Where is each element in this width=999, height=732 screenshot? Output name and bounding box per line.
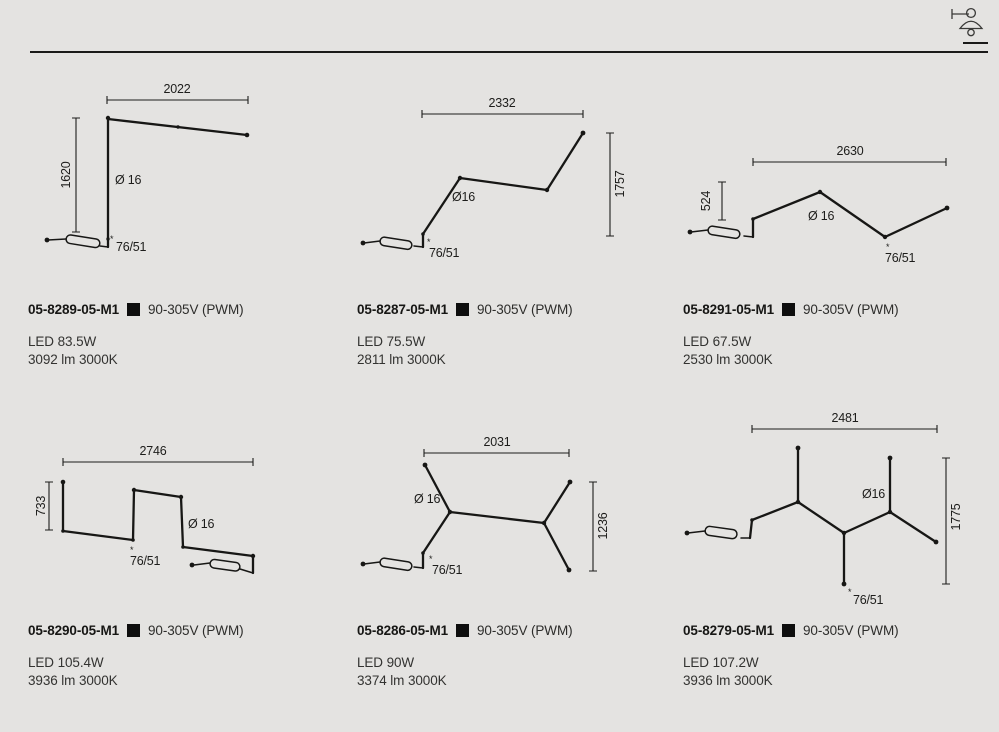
output-label: 3936 lm 3000K [683,673,773,688]
width-dim-label: 2481 [831,411,859,425]
voltage-label: 90-305V (PWM) [148,302,244,317]
diameter-label: Ø 16 [414,492,441,506]
product-info-8290 [28,623,244,690]
product-info-8289 [28,302,244,369]
voltage-label: 90-305V (PWM) [477,623,573,638]
footnote-mark: * [886,242,890,252]
width-dim-label: 2746 [139,444,167,458]
code-row [683,623,899,638]
driver-pill [379,558,412,571]
voltage-label: 90-305V (PWM) [148,623,244,638]
power-label: LED 83.5W [28,334,97,349]
fixture-drawing-8286 [350,410,650,615]
code-row [357,623,573,638]
product-code: 05-8286-05-M1 [357,623,449,638]
width-dim-label: 2031 [483,435,511,449]
height-dim-label: 1775 [949,503,963,531]
diameter-label: Ø 16 [115,173,142,187]
fixture-drawing-8291 [680,70,990,305]
power-label: LED 67.5W [683,334,752,349]
product-code: 05-8287-05-M1 [357,302,449,317]
footnote-mark: * [429,554,433,564]
footnote-mark: * [110,234,114,244]
fixture-drawing-8289 [20,70,320,305]
product-code: 05-8279-05-M1 [683,623,775,638]
product-info-8279 [683,623,899,690]
driver-pill [66,234,101,248]
black-swatch-icon [127,624,140,637]
footnote-mark: * [848,587,852,597]
canopy-label: 76/51 [429,246,460,260]
canopy-label: 76/51 [853,593,884,607]
height-dim-label: 1620 [59,161,73,189]
height-dim-label: 524 [699,190,713,212]
product-info-8287 [357,302,573,369]
driver-pill [705,526,738,539]
canopy-label: 76/51 [130,554,161,568]
code-row [28,623,244,638]
output-label: 3374 lm 3000K [357,673,447,688]
power-label: LED 90W [357,655,415,670]
product-code: 05-8291-05-M1 [683,302,775,317]
icon-underline [963,42,988,44]
power-label: LED 75.5W [357,334,426,349]
fixture-drawing-8290 [20,410,320,615]
black-swatch-icon [127,303,140,316]
diameter-label: Ø 16 [808,209,835,223]
driver-pill [379,237,412,250]
power-label: LED 105.4W [28,655,104,670]
driver-pill [210,559,241,572]
product-info-8291 [683,302,899,369]
code-row [28,302,244,317]
height-dim-label: 1757 [613,170,627,198]
height-dim-label: 733 [34,495,48,517]
canopy-label: 76/51 [432,563,463,577]
fixture-drawing-8279 [675,405,995,615]
canopy-label: 76/51 [116,240,147,254]
output-label: 2530 lm 3000K [683,352,773,367]
voltage-label: 90-305V (PWM) [803,302,899,317]
output-label: 2811 lm 3000K [357,352,446,367]
diameter-label: Ø16 [452,190,476,204]
black-swatch-icon [782,303,795,316]
power-label: LED 107.2W [683,655,759,670]
output-label: 3092 lm 3000K [28,352,118,367]
product-code: 05-8290-05-M1 [28,623,120,638]
wall-lamp-icon [944,2,990,44]
voltage-label: 90-305V (PWM) [803,623,899,638]
fixture-drawing-8287 [350,70,650,305]
output-label: 3936 lm 3000K [28,673,118,688]
black-swatch-icon [456,303,469,316]
black-swatch-icon [782,624,795,637]
driver-pill [707,226,740,239]
diameter-label: Ø16 [862,487,886,501]
header-rule [30,51,988,53]
code-row [683,302,899,317]
diameter-label: Ø 16 [188,517,215,531]
footnote-mark: * [427,237,431,247]
footnote-mark: * [130,545,134,555]
black-swatch-icon [456,624,469,637]
code-row [357,302,573,317]
product-info-8286 [357,623,573,690]
width-dim-label: 2332 [488,96,516,110]
width-dim-label: 2630 [836,144,864,158]
height-dim-label: 1236 [596,512,610,540]
canopy-label: 76/51 [885,251,916,265]
width-dim-label: 2022 [163,82,191,96]
product-code: 05-8289-05-M1 [28,302,120,317]
voltage-label: 90-305V (PWM) [477,302,573,317]
